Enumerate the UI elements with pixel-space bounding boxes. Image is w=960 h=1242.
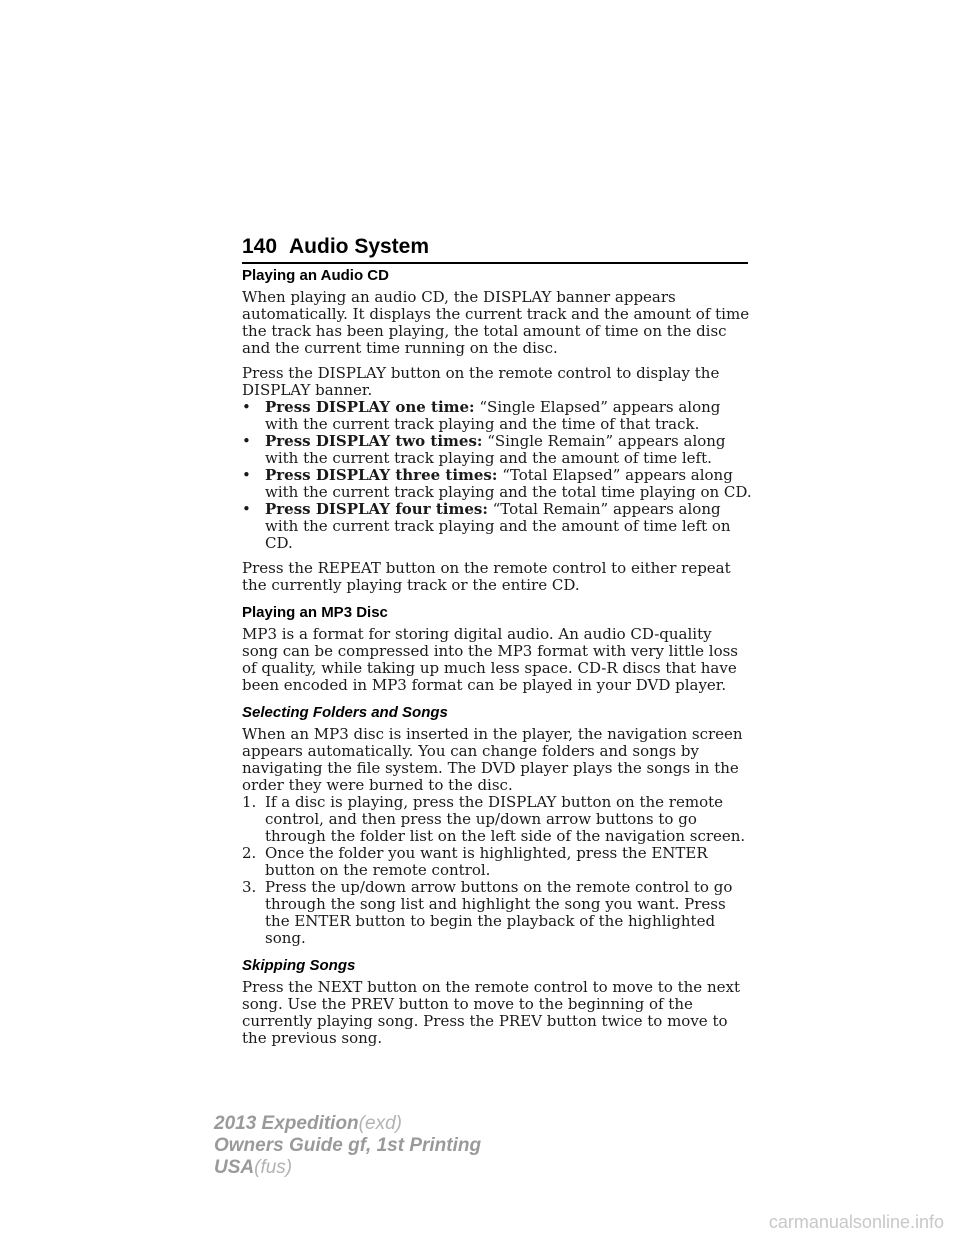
bullet-item [242,399,752,433]
bullet-label: Press DISPLAY two times: [265,432,483,450]
step-text: Press the up/down arrow buttons on the remote control to go through the song list and highlight the song you want. Press the ENTER button to begin the playback of the highlighted song. [265,878,733,947]
bullet-icon: • [242,432,251,450]
bullet-icon: • [242,398,251,416]
bullet-icon: • [242,466,251,484]
bullet-text: “Single Remain” appears along with the current track playing and the amount of time left. [265,432,726,467]
page-number: 140 [242,235,278,258]
step-number: 1. [242,793,257,811]
heading-selecting-folders-songs: Selecting Folders and Songs [242,704,448,721]
bullet-item [242,433,752,467]
bullet-icon: • [242,500,251,518]
bullet-text: “Total Remain” appears along with the current track playing and the amount of time left on CD. [265,500,731,552]
step-number: 2. [242,844,257,862]
footer-model-code: (exd) [358,1113,402,1134]
footer-market: USA [214,1157,255,1178]
print-footer [214,1113,481,1179]
display-bullet-list [242,399,752,552]
footer-line-market [214,1157,481,1179]
page-content [242,267,752,1055]
bullet-text: “Single Elapsed” appears along with the current track playing and the time of that track. [265,398,721,433]
step-item [242,794,752,845]
step-number: 3. [242,878,257,896]
bullet-label: Press DISPLAY four times: [265,500,488,518]
footer-market-code: (fus) [254,1157,293,1178]
section-title: Audio System [289,235,430,258]
watermark: carmanualsonline.info [768,1212,944,1232]
paragraph: MP3 is a format for storing digital audio. An audio CD-quality song can be compressed into the MP3 format with very little loss of quality, while taking up much less space. CD-R discs that have been encoded in MP3 format can be played in your DVD player. [242,625,738,694]
steps-list [242,794,752,947]
step-item [242,879,752,947]
footer-line-model [214,1113,481,1135]
bullet-label: Press DISPLAY three times: [265,466,498,484]
paragraph: Press the NEXT button on the remote control to move to the next song. Use the PREV button to move to the beginning of the currently playing song. Press the PREV button twice to move to the previous song. [242,978,740,1047]
footer-model: 2013 Expedition [214,1113,359,1134]
bullet-item [242,501,752,552]
footer-line-guide: Owners Guide gf, 1st Printing [214,1135,482,1156]
step-text: Once the folder you want is highlighted, press the ENTER button on the remote control. [265,844,708,879]
bullet-text: “Total Elapsed” appears along with the current track playing and the total time playing on CD. [265,466,752,501]
bullet-label: Press DISPLAY one time: [265,398,475,416]
step-item [242,845,752,879]
paragraph: Press the DISPLAY button on the remote control to display the DISPLAY banner. [242,364,720,399]
bullet-item [242,467,752,501]
paragraph: When playing an audio CD, the DISPLAY banner appears automatically. It displays the current track and the amount of time the track has been playing, the total amount of time on the disc and the current time running on the disc. [242,288,750,357]
page-header [242,230,748,264]
heading-mp3-disc: Playing an MP3 Disc [242,604,388,621]
paragraph: Press the REPEAT button on the remote control to either repeat the currently playing track or the entire CD. [242,559,731,594]
heading-skipping-songs: Skipping Songs [242,957,356,974]
paragraph: When an MP3 disc is inserted in the player, the navigation screen appears automatically. You can change folders and songs by navigating the file system. The DVD player plays the songs in the order they were burned to the disc. [242,725,743,794]
step-text: If a disc is playing, press the DISPLAY button on the remote control, and then press the up/down arrow buttons to go through the folder list on the left side of the navigation screen. [265,793,746,845]
heading-audio-cd: Playing an Audio CD [242,267,389,284]
